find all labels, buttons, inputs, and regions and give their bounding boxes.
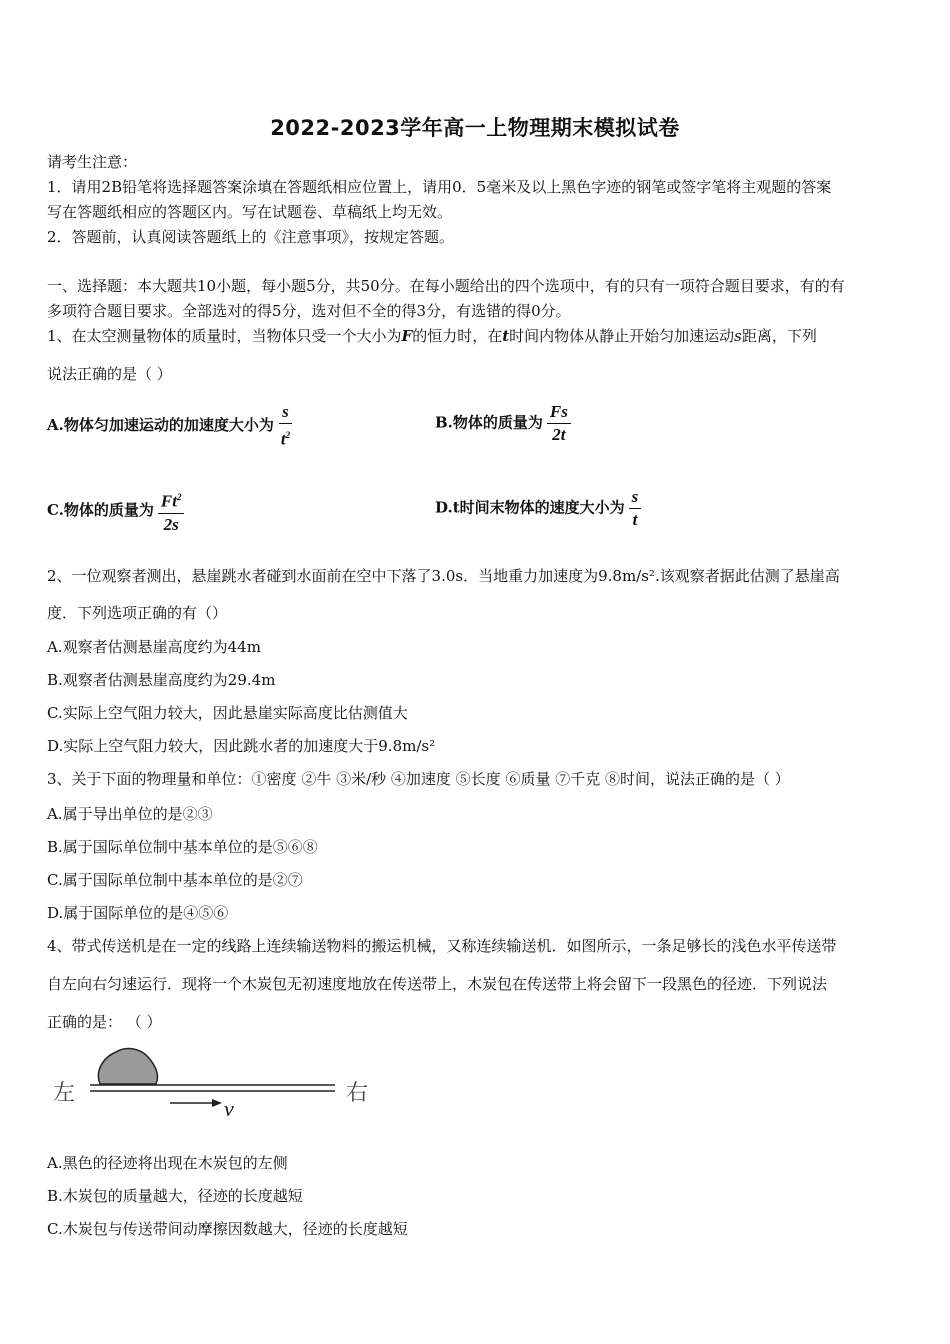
q3-option-c[interactable]: C.属于国际单位制中基本单位的是②⑦ [47, 871, 303, 889]
q1-option-b[interactable] [435, 402, 571, 445]
q1-option-c-denominator: 2s [163, 514, 179, 534]
notice-line-1: 1．请用2B铅笔将选择题答案涂填在答题纸相应位置上，请用0．5毫米及以上黑色字迹的钢笔或签字笔将主观题的答案 [47, 178, 832, 196]
q1-option-b-numerator: Fs [547, 402, 571, 424]
notice-line-3: 2．答题前，认真阅读答题纸上的《注意事项》，按规定答题。 [47, 228, 455, 246]
figure-label-right: 右 [346, 1081, 369, 1106]
q1-option-c-fraction [158, 487, 185, 535]
conveyor-figure [50, 1040, 380, 1125]
q1-option-a[interactable] [47, 402, 293, 450]
q1-option-a-fraction [278, 402, 293, 450]
q2-option-d[interactable]: D.实际上空气阻力较大，因此跳水者的加速度大于9.8m/s² [47, 737, 436, 755]
q1-option-d-numerator: s [629, 487, 642, 509]
section-instructions-line-2: 多项符合题目要求。全部选对的得5分，选对但不全的得3分，有选错的得0分。 [47, 302, 571, 320]
charcoal-lump [98, 1049, 157, 1084]
velocity-arrow-head [212, 1099, 222, 1107]
q1-stem-part-a: 1、在太空测量物体的质量时，当物体只受一个大小为 [47, 327, 402, 345]
q1-option-c[interactable] [47, 487, 184, 535]
q1-var-t: t [502, 327, 510, 345]
q1-stem-part-b: 的恒力时，在 [412, 327, 503, 345]
q2-option-b[interactable]: B.观察者估测悬崖高度约为29.4m [47, 671, 276, 689]
q1-var-s: s [734, 327, 742, 345]
q4-stem-line-3: 正确的是： （ ） [47, 1013, 162, 1031]
q4-stem-line-1: 4、带式传送机是在一定的线路上连续输送物料的搬运机械，又称连续输送机．如图所示，一条足够长的浅色水平传送带 [47, 937, 837, 955]
q1-option-d-fraction [629, 487, 642, 530]
q1-option-c-numerator: Ft [160, 491, 177, 511]
q1-option-a-exponent: 2 [285, 430, 291, 440]
q3-option-a[interactable]: A.属于导出单位的是②③ [47, 805, 213, 823]
q2-option-c[interactable]: C.实际上空气阻力较大，因此悬崖实际高度比估测值大 [47, 704, 408, 722]
q1-stem [47, 326, 817, 346]
q2-stem-line-2: 度．下列选项正确的有（） [47, 604, 228, 622]
figure-label-velocity: v [224, 1096, 234, 1121]
q3-option-d[interactable]: D.属于国际单位的是④⑤⑥ [47, 904, 229, 922]
conveyor-diagram [50, 1040, 380, 1125]
q4-option-b[interactable]: B.木炭包的质量越大，径迹的长度越短 [47, 1187, 303, 1205]
q1-option-c-label: C.物体的质量为 [47, 500, 154, 519]
q3-stem: 3、关于下面的物理量和单位：①密度 ②牛 ③米/秒 ④加速度 ⑤长度 ⑥质量 ⑦千克 ⑧时间，说法正确的是（ ） [47, 770, 790, 788]
q1-option-b-fraction [547, 402, 571, 445]
q1-option-a-numerator: s [279, 402, 292, 424]
q1-option-b-denominator: 2t [552, 425, 566, 444]
notice-heading: 请考生注意： [47, 153, 138, 171]
q1-stem-part-c: 时间内物体从静止开始匀加速运动 [509, 327, 735, 345]
q1-option-d[interactable] [435, 487, 641, 530]
q3-option-b[interactable]: B.属于国际单位制中基本单位的是⑤⑥⑧ [47, 838, 318, 856]
q2-option-a[interactable]: A.观察者估测悬崖高度约为44m [47, 638, 261, 656]
q1-stem-line-2: 说法正确的是（ ） [47, 365, 172, 383]
q1-option-a-denominator: t [280, 429, 286, 449]
section-instructions-line-1: 一、选择题：本大题共10小题，每小题5分，共50分。在每小题给出的四个选项中，有的只有一项符合题目要求，有的有 [47, 277, 845, 295]
q1-option-d-label: D.t时间末物体的速度大小为 [435, 498, 625, 517]
q1-var-F: F [401, 327, 413, 345]
q1-option-d-denominator: t [632, 510, 638, 529]
q1-option-b-label: B.物体的质量为 [435, 413, 543, 432]
q1-option-a-label: A.物体匀加速运动的加速度大小为 [47, 415, 274, 434]
q4-stem-line-2: 自左向右匀速运行．现将一个木炭包无初速度地放在传送带上，木炭包在传送带上将会留下一段黑色的径迹．下列说法 [47, 975, 828, 993]
page-title: 2022-2023学年高一上物理期末模拟试卷 [270, 116, 680, 140]
notice-line-2: 写在答题纸相应的答题区内。写在试题卷、草稿纸上均无效。 [47, 203, 453, 221]
q1-stem-part-d: 距离，下列 [741, 327, 817, 345]
figure-label-left: 左 [53, 1081, 76, 1106]
q1-option-c-exponent: 2 [176, 492, 182, 502]
q4-option-c[interactable]: C.木炭包与传送带间动摩擦因数越大，径迹的长度越短 [47, 1220, 408, 1238]
q4-option-a[interactable]: A.黑色的径迹将出现在木炭包的左侧 [47, 1154, 288, 1172]
q2-stem-line-1: 2、一位观察者测出，悬崖跳水者碰到水面前在空中下落了3.0s．当地重力加速度为9.8m/s².该观察者据此估测了悬崖高 [47, 567, 840, 585]
